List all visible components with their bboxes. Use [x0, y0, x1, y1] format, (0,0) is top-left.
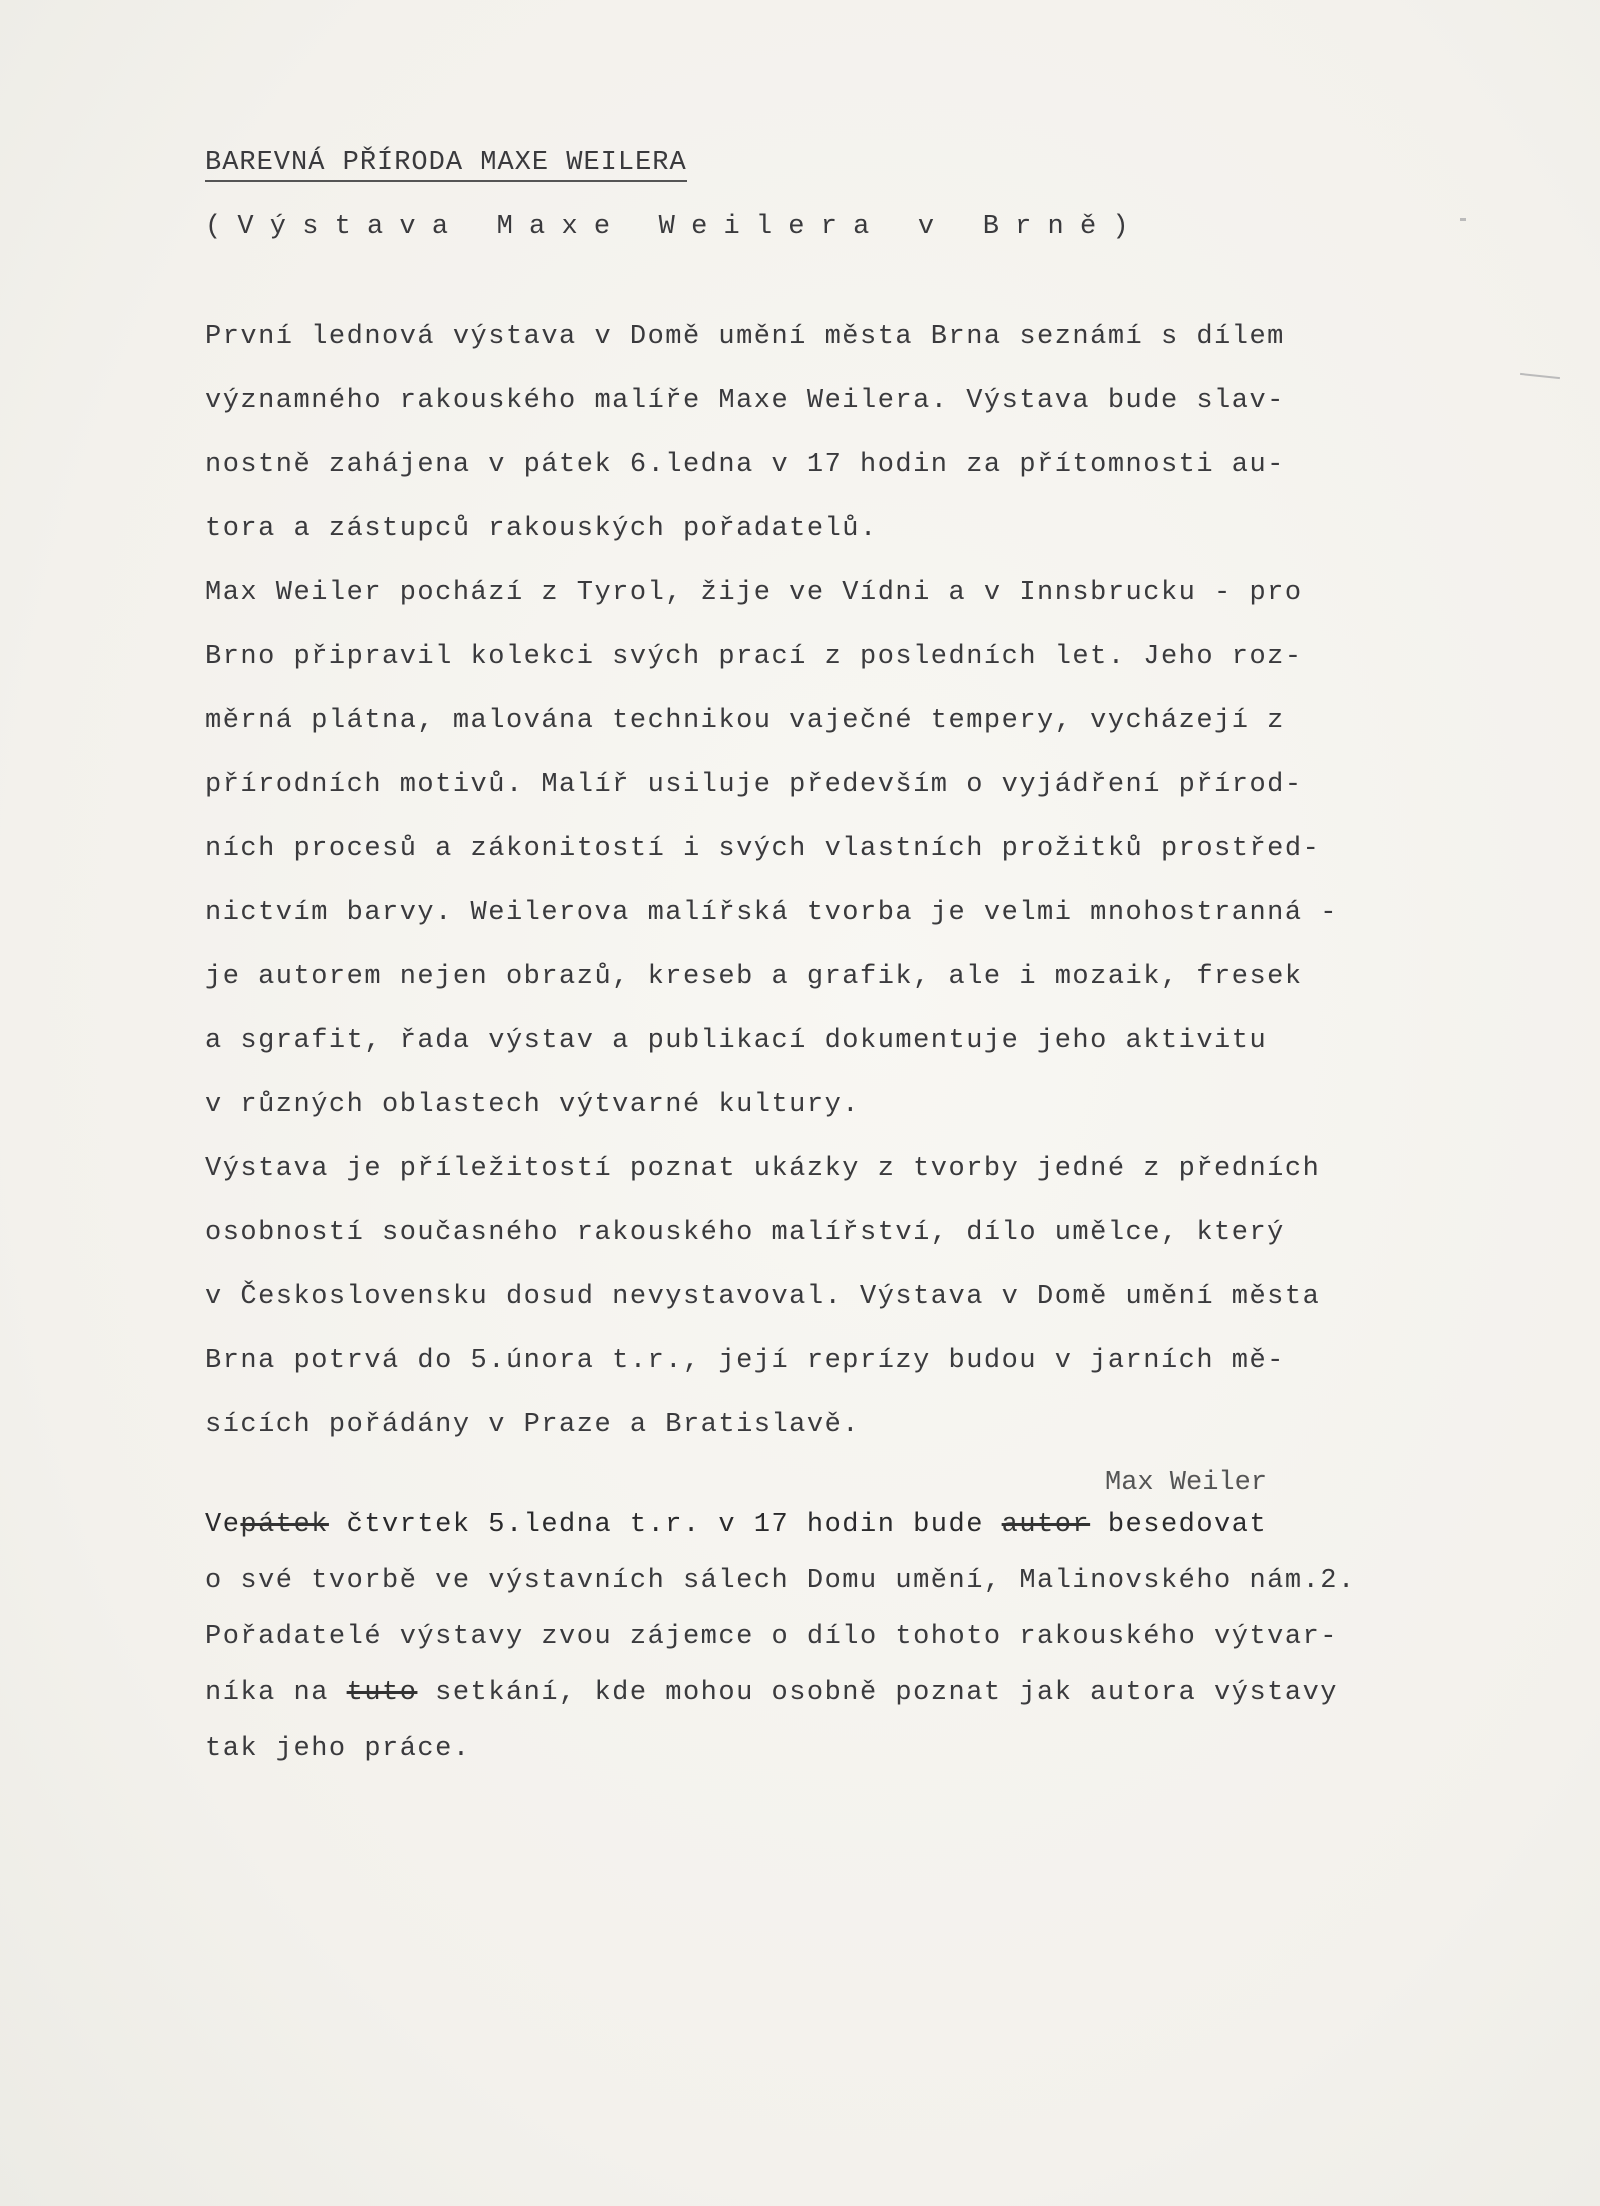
paragraph-4-line-5: tak jeho práce. [205, 1734, 471, 1764]
paragraph-2-line-8: a sgrafit, řada výstav a publikací dokumentuje jeho aktivitu [205, 1026, 1268, 1056]
p4-mid: čtvrtek 5.ledna t.r. v 17 hodin bude [328, 1510, 1002, 1540]
paragraph-3-line-1: Výstava je příležitostí poznat ukázky z tvorby jedné z předních [205, 1154, 1321, 1184]
paragraph-3-line-5: sících pořádány v Praze a Bratislavě. [205, 1410, 860, 1440]
paragraph-4-line-2: o své tvorbě ve výstavních sálech Domu umění, Malinovského nám.2. [205, 1566, 1356, 1596]
paragraph-3-line-3: v Československu dosud nevystavoval. Výstava v Domě umění města [205, 1282, 1321, 1312]
paragraph-2-line-7: je autorem nejen obrazů, kreseb a grafik, ale i mozaik, fresek [205, 962, 1303, 992]
paragraph-2-line-2: Brno připravil kolekci svých prací z posledních let. Jeho roz- [205, 642, 1303, 672]
paragraph-2-line-9: v různých oblastech výtvarné kultury. [205, 1090, 860, 1120]
document-subtitle: ( V ý s t a v a M a x e W e i l e r a v B r n ě ) [205, 212, 1129, 242]
paragraph-1-line-4: tora a zástupců rakouských pořadatelů. [205, 514, 878, 544]
paper-speck [1460, 218, 1466, 221]
p4-line4-end: setkání, kde mohou osobně poznat jak autora výstavy [417, 1678, 1338, 1708]
paragraph-2-line-1: Max Weiler pochází z Tyrol, žije ve Vídni a v Innsbrucku - pro [205, 578, 1303, 608]
p4-struck-word-2: autor [1001, 1510, 1091, 1540]
paragraph-4-line-1 [205, 1510, 1267, 1540]
p4-struck-word-3: tuto [346, 1678, 418, 1708]
paragraph-2-line-5: ních procesů a zákonitostí i svých vlastních prožitků prostřed- [205, 834, 1321, 864]
p4-start: Ve [205, 1510, 241, 1540]
paragraph-2-line-6: nictvím barvy. Weilerova malířská tvorba je velmi mnohostranná - [205, 898, 1338, 928]
paragraph-1-line-3: nostně zahájena v pátek 6.ledna v 17 hodin za přítomnosti au- [205, 450, 1285, 480]
p4-end: besedovat [1090, 1510, 1268, 1540]
p4-line4-start: níka na [205, 1678, 347, 1708]
paragraph-2-line-4: přírodních motivů. Malíř usiluje především o vyjádření přírod- [205, 770, 1303, 800]
paragraph-3-line-2: osobností současného rakouského malířství, dílo umělce, který [205, 1218, 1285, 1248]
paragraph-2-line-3: měrná plátna, malována technikou vaječné tempery, vycházejí z [205, 706, 1285, 736]
paragraph-4-line-4 [205, 1678, 1338, 1708]
margin-mark [1520, 373, 1560, 379]
paragraph-3-line-4: Brna potrvá do 5.února t.r., její reprízy budou v jarních mě- [205, 1346, 1285, 1376]
paragraph-1-line-2: významného rakouského malíře Maxe Weilera. Výstava bude slav- [205, 386, 1285, 416]
inserted-name: Max Weiler [1105, 1468, 1268, 1498]
p4-struck-word-1: pátek [240, 1510, 329, 1540]
paragraph-1-line-1: První lednová výstava v Domě umění města Brna seznámí s dílem [205, 322, 1285, 352]
paragraph-4-line-3: Pořadatelé výstavy zvou zájemce o dílo tohoto rakouského výtvar- [205, 1622, 1338, 1652]
document-title: BAREVNÁ PŘÍRODA MAXE WEILERA [205, 148, 687, 182]
